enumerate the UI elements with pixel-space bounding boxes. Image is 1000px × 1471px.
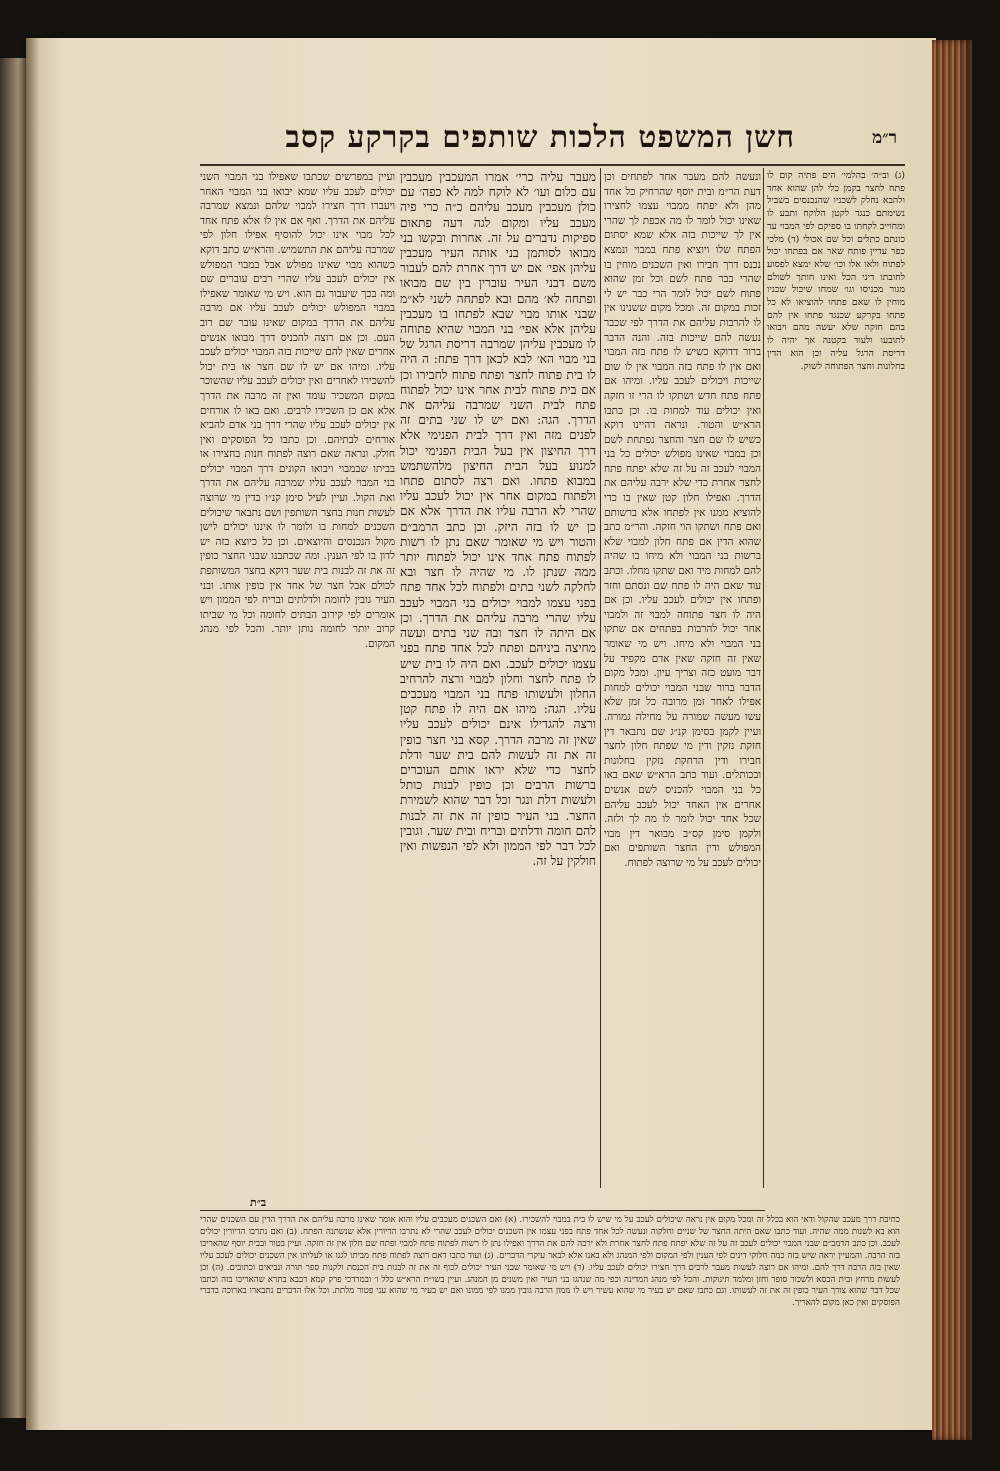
commentary-right-text: ונעשה להם מעבר אחד לפתחים וכן דעת הר״מ ובית יוסף שהרחיק כל אחד מהן ולא יפתח ממבוי עצמו לחצירו שאינו יכול לומר לו מה אכפת לך שהרי אין לך שייכות בזה אלא שמא יסתום הפתח שלו ויוציא פתח במבוי ונמצא נכנס דרך חבירו ואין השכנים מוחין בו שהרי כבר פתח לשם וכל זמן שהוא פתוח לשם יכול לומר הרי כבר יש לי זכות במקום זה. ומכל מקום ששנינו אין לו להרבות עליהם את הדרך לפי שכבר נעשה להם שייכות בזה. והנה הדבר ברור דדוקא כשיש לו פתח בזה המבוי ואם אין לו פתח בזה המבוי אין לו שום שייכות ויכולים לעכב עליו. ומיהו אם פתח פתח חדש ושתקו לו הרי זו חזקה ואין יכולים עוד למחות בו. וכן כתבו הרא״ש והטור. ונראה דהיינו דוקא כשיש לו שם חצר והחצר נפתחת לשם וכן במבוי שאינו מפולש יכולים כל בני המבוי לעכב זה על זה שלא יפתח פתח לחצר אחרת כדי שלא ירבה עליהם את הדרך. ואפילו חלון קטן שאין בו כדי להוציא ממנו אין לפתחו אלא ברשותם ואם פתח ושתקו הוי חזקה. והר״מ כתב שהוא הדין אם פתח חלון למבוי שלא ברשות בני המבוי ולא מיחו בו שהיה להם למחות מיד ואם שתקו מחלו. וכתב עוד שאם היה לו פתח שם ונסתם וחזר ופתחו אין יכולים לעכב עליו. וכן אם היה לו חצר פתוחה למבוי זה ולמבוי אחר יכול להרבות בפתחים אם שתקו בני המבוי ולא מיחו. ויש מי שאומר שאין זה חזקה שאין אדם מקפיד על דבר מועט כזה וצריך עיון. ומכל מקום הדבר ברור שבני המבוי יכולים למחות אפילו לאחר זמן מרובה כל זמן שלא עשו מעשה שמורה על מחילה גמורה. ועיין לקמן בסימן קנ״ג שם נתבאר דין חזקת נזקין ודין מי שפתח חלון לחצר חבירו ודין הרחקת נזקין בחלונות ובכותלים. ועוד כתב הרא״ש שאם באו כל בני המבוי להכניס לשם אנשים אחרים אין האחד יכול לעכב עליהם שכל אחד יכול לומר לו מה לך ולזה. ולקמן סימן קס״ב מבואר דין מבוי המפולש ודין החצר השותפים ואם יכולים לעכב על מי שרוצה לפתוח. bbox=[604, 171, 761, 869]
commentary-left-text: ועיין במפרשים שכתבו שאפילו בני המבוי השני יכולים לעכב עליו שמא יבואו בני המבוי האחר ויעברו דרך חצירו למבוי שלהם ונמצא שמרבה עליהם את הדרך. ואף אם אין לו אלא פתח אחד לכל מבוי אינו יכול להוסיף אפילו חלון לפי שמרבה עליהם את התשמיש. והרא״ש כתב דוקא כשהוא מבוי שאינו מפולש אבל במבוי המפולש אין יכולים לעכב עליו שהרי רבים עוברים שם ומה בכך שיעבור גם הוא. ויש מי שאומר שאפילו במבוי המפולש יכולים לעכב עליו אם מרבה עליהם את הדרך במקום שאינו עובר שם רוב העם. וכן אם רוצה להכניס דרך מבואו אנשים אחרים שאין להם שייכות בזה המבוי יכולים לעכב עליו. ומיהו אם יש לו שם חצר או בית יכול להשכירו לאחרים ואין יכולים לעכב עליו שהשוכר במקום המשכיר עומד ואין זה מרבה את הדרך אלא אם כן השכירו לרבים. ואם באו לו אורחים אין יכולים לעכב עליו שהרי דרך בני אדם להביא אורחים לבתיהם. וכן כתבו כל הפוסקים ואין חולק. ונראה שאם רוצה לפתוח חנות בחצירו או בביתו שבמבוי ויבואו הקונים דרך המבוי יכולים בני המבוי לעכב עליו שמרבה עליהם את הדרך ואת הקול. ועיין לעיל סימן קנ״ו בדין מי שרוצה לעשות חנות בחצר השותפין ושם נתבאר שיכולים השכנים למחות בו ולומר לו איננו יכולים לישן מקול הנכנסים והיוצאים. וכן כל כיוצא בזה יש לדון בו לפי הענין. ומה שכתבנו שבני החצר כופין זה את זה לבנות בית שער דוקא בחצר המשותפת לכולם אבל חצר של אחד אין כופין אותו. ובני העיר גובין לחומה ולדלתים ובריח לפי הממון ויש אומרים לפי קירוב הבתים לחומה וכל מי שביתו קרוב יותר לחומה נותן יותר. והכל לפי מנהג המקום. bbox=[200, 171, 395, 650]
header-rule bbox=[200, 164, 905, 166]
footnotes bbox=[200, 1215, 900, 1405]
gutter-shadow bbox=[26, 38, 40, 1430]
adjacent-page-edge bbox=[0, 58, 26, 1418]
commentary-right bbox=[604, 170, 761, 1252]
margin-notes-right bbox=[767, 170, 905, 1250]
running-title: חשן המשפט הלכות שותפים בקרקע קסב bbox=[285, 120, 795, 155]
catchword: ב״ת bbox=[250, 1196, 267, 1209]
book-fore-edge bbox=[932, 40, 972, 1440]
column-divider-center bbox=[600, 168, 601, 1188]
main-text-body: מעבר עליה כרי׳ אמרו המעכבין מעכבין עם כלום ועו׳ לא לוקח למה לא כפה׳ עם כולן מעכבין מעכב עליהם כ״ה כרי פיה מעכב עליו ומקום לגה דעה פתאום ספיקות נדברים על זה. אחרות ובקשו בני מבואו לסותמן בני אותה העיר מעכבין עליהן אפי׳ אם יש דרך אחרת להם לעבור משם דבני העיר עוברין בין שם מבואו ופתחה לא׳ מהם ובא לפתחה לשני לא״מ שבני אותו מבוי שבא לפתחו בו מעכבין עליהן אלא אפי׳ בני המבוי שהיא פתוחה לו מעכבין עליהן שמרבה דריסת הרגל של בני מבוי הא׳ לבא לכאן דרך פתח: ה היה לו בית פתוח לחצר ופתח פתוח לחבירו וכן אם בית פתוח לבית אחר אינו יכול לפתוח פתח לבית השני שמרבה עליהם את הדרך. הגה: ואם יש לו שני בתים זה לפנים מזה ואין דרך לבית הפנימי אלא דרך החיצון אין בעל הבית הפנימי יכול למנוע בעל הבית החיצון מלהשתמש במבוא פתחו. ואם רצה לסתום פתחו ולפתוח במקום אחר אין יכול לעכב עליו שהרי לא הרבה עליו את הדרך אלא אם כן יש לו בזה היזק. וכן כתב הרמב״ם והטור ויש מי שאומר שאם נתן לו רשות לפתוח פתח אחד אינו יכול לפתוח יותר ממה שנתן לו. מי שהיה לו חצר ובא לחלקה לשני בתים ולפתוח לכל אחד פתח בפני עצמו למבוי יכולים בני המבוי לעכב עליו שהרי מרבה עליהם את הדרך. וכן אם היתה לו חצר ובה שני בתים ועשה מחיצה ביניהם ופתח לכל אחד פתח בפני עצמו יכולים לעכב. ואם היה לו בית שיש לו פתח לחצר וחלון למבוי ורצה להרחיב החלון ולעשותו פתח בני המבוי מעכבים עליו. הגה: מיהו אם היה לו פתח קטן ורצה להגדילו אינם יכולים לעכב עליו שאין זה מרבה הדרך. קסא בני חצר כופין זה את זה לעשות להם בית שער ודלת לחצר כדי שלא יראו אותם העוברים ברשות הרבים וכן כופין לבנות כותל ולעשות דלת ונגר וכל דבר שהוא לשמירת החצר. בני העיר כופין זה את זה לבנות להם חומה ודלתים ובריח ובית שער. וגובין לכל דבר לפי הממון ולא לפי הנפשות ואין חולקין על זה. bbox=[400, 170, 596, 869]
commentary-left bbox=[200, 170, 395, 1190]
footnotes-text: כחיבת דרך מעכב שהקול ודאי הוא בכלל זה ומכל מקום אין נראה שיכולים לעכב על מי שיש לו בית במבוי להשכירו. (א) ואם השכנים מעכבים עליו והוא אומר שאינו מרבה עליהם את הדרך הדין עם השכנים שהרי הוא בא לשנות ממה שהיה. ועוד כתבו שאם היתה החצר של שניים וחלקוה ונעשה לכל אחד פתח בפני עצמו אין השכנים יכולים לעכב שהרי לא נתרבו הדיורין אלא שנשתנה הפתח. (ב) ואם נתרבו הדיורין יכולים לעכב. וכן כתב הרמב״ם שבני המבוי יכולים לעכב זה על זה שלא יפתח פתח לחצר אחרת ולא ירבה להם את הדרך ואפילו נתן לו רשות לפתוח פתח למבוי ופתח שם חלון אין זה חזקה. ועיין בטור ובבית יוסף שהאריכו בזה הרבה. והמעיין יראה שיש בזה כמה חלוקי דינים לפי הענין ולפי המקום ולפי המנהג ולא באנו אלא לבאר עיקרי הדברים. (ג) ועוד כתבו דאם רוצה לפתוח פתח מביתו לגגו או לעליתו אין השכנים יכולים לעכב עליו שאין בזה הרבה דרך להם. ומיהו אם רוצה לעשות מעבר לרבים דרך חצירו יכולים לעכב עליו. (ד) ויש מי שאומר שבני העיר יכולים לכוף זה את זה לבנות בית הכנסת ולקנות ספר תורה ונביאים וכתובים. (ה) וכן לעשות מרחץ ובית הכסא ולשכור סופר וחזן ומלמד תינוקות. והכל לפי מנהג המדינה וכפי מה שנהגו בני העיר ואין משנים מן המנהג. ועיין בשו״ת הרא״ש כלל ו׳ ובמרדכי פרק קמא דבבא בתרא שהאריכו בזה וכתבו שכל דבר שהוא צורך העיר כופין זה את זה לעשותו. וגם כתבו שאם יש בעיר מי שהוא עשיר ויש לו ממון הרבה גובין ממנו לפי ממונו ואם יש בעיר מי שהוא עני פטור מלתת. וכל אלו הדברים נתבארו בארוכה בדברי הפוסקים ואין כאן מקום להאריך. bbox=[200, 1215, 900, 1309]
folio-number: ר״מ bbox=[872, 128, 897, 148]
page-header bbox=[200, 116, 905, 164]
column-divider-right bbox=[763, 168, 764, 1188]
main-text bbox=[400, 170, 596, 1185]
margin-notes-right-text: (ג) וב״ה׳ בהלמי׳ הים פתיה קום לו פתח לחצר בקמן כלי להן שהוא אחד ולהבא נחלק לשכניו שהנכנסים בשביל נשימתם כנגד לקטן הלוקח ותבע לו ומחוייב לקחתו בו ספיקם לפי המבוי עד כונתם כתלים וכל שם אכולי (ד) מלכי כפר עדיין פותח שאר אם בפתחו יכול לפתוח ולאו אלו וכו׳ שלא ימצא לפסוע לחובתו דיני הכל ואינו חותך לשולם מגור מכניסו וגו׳ שמחו שיכול שכניו מוחין לו שאם פתחו להוציאו לא כל פתחו בקרקע שכנגד פתחו אין להם בהם חזקה שלא יעשה מהם ויבואו לתובעו ולעוד בקטנה אך יהיה לו דריסת הרגל עליה וכן הוא הדין בחלונות וחצר הפתוחה לשוק. bbox=[767, 170, 905, 372]
